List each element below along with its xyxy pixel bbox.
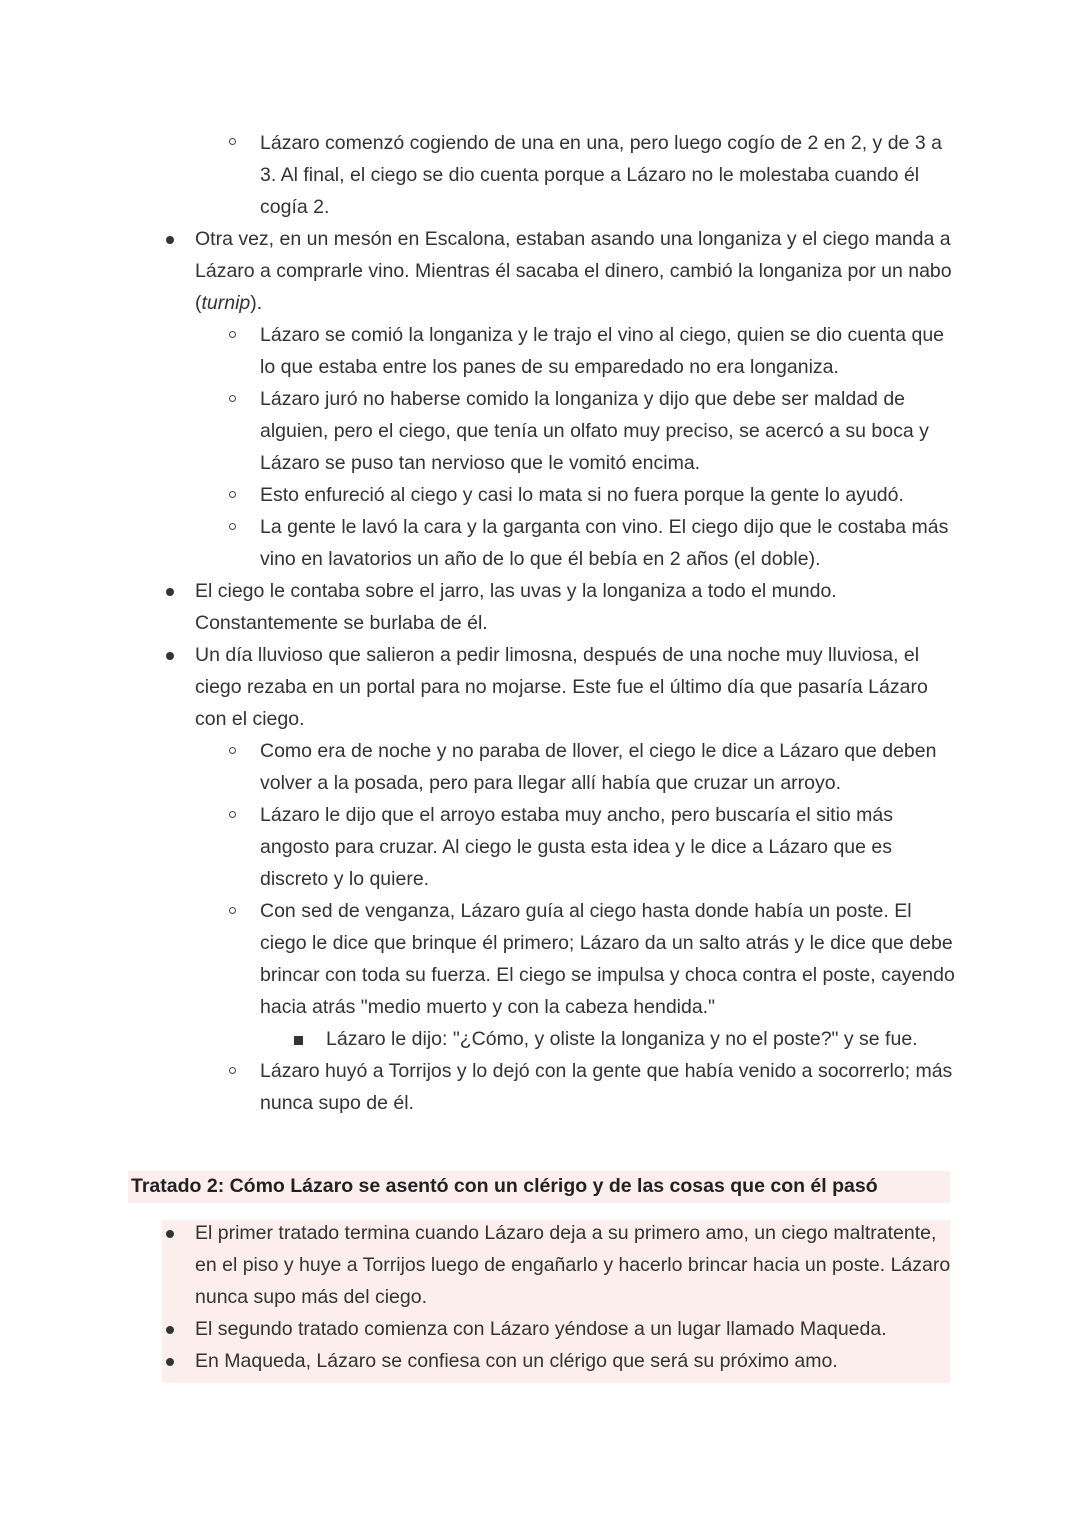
summary-list-item: El segundo tratado comienza con Lázaro yéndose a un lugar llamado Maqueda. <box>195 1318 887 1340</box>
list-item <box>195 223 955 319</box>
list-item: El ciego le contaba sobre el jarro, las uvas y la longaniza a todo el mundo. Constantemente se burlaba de él. <box>195 580 837 634</box>
bullet-icon <box>166 652 174 660</box>
sub-list-item: Lázaro comenzó cogiendo de una en una, pero luego cogío de 2 en 2, y de 3 a 3. Al final, el ciego se dio cuenta porque a Lázaro no le molestaba cuando él cogía 2. <box>260 132 942 218</box>
sub-list-item: Lázaro le dijo que el arroyo estaba muy ancho, pero buscaría el sitio más angosto para cruzar. Al ciego le gusta esta idea y le dice a Lázaro que es discreto y lo quiere. <box>260 804 894 890</box>
list-item: Un día lluvioso que salieron a pedir limosna, después de una noche muy lluviosa, el ciego rezaba en un portal para no mojarse. Este fue el último día que pasaría Lázaro con el ciego. <box>195 644 928 730</box>
circle-bullet-icon <box>229 395 236 402</box>
circle-bullet-icon <box>229 491 236 498</box>
bullet-icon <box>166 588 174 596</box>
square-bullet-icon <box>294 1036 303 1045</box>
list-item-text-after: ). <box>250 292 263 314</box>
list-item-text: Otra vez, en un mesón en Escalona, estaban asando una longaniza y el ciego manda a Lázaro a comprarle vino. Mientras él sacaba el dinero, cambió la longaniza por un nabo ( <box>195 228 952 314</box>
sub-list-item: Lázaro se comió la longaniza y le trajo el vino al ciego, quien se dio cuenta que lo que estaba entre los panes de su emparedado no era longaniza. <box>260 324 945 378</box>
sub-list-item: Como era de noche y no paraba de llover, el ciego le dice a Lázaro que deben volver a la posada, pero para llegar allí había que cruzar un arroyo. <box>260 740 937 794</box>
summary-list-item: El primer tratado termina cuando Lázaro deja a su primero amo, un ciego maltratente, en el piso y huye a Torrijos luego de engañarlo y hacerlo brincar hacia un poste. Lázaro nunca supo más del ciego. <box>195 1222 951 1308</box>
sub-sub-list-item: Lázaro le dijo: "¿Cómo, y oliste la longaniza y no el poste?" y se fue. <box>326 1028 918 1050</box>
sub-list-item: Lázaro huyó a Torrijos y lo dejó con la gente que había venido a socorrerlo; más nunca supo de él. <box>260 1060 953 1114</box>
circle-bullet-icon <box>229 523 236 530</box>
circle-bullet-icon <box>229 138 236 145</box>
summary-list-item: En Maqueda, Lázaro se confiesa con un clérigo que será su próximo amo. <box>195 1350 838 1372</box>
sub-list-item: Esto enfureció al ciego y casi lo mata si no fuera porque la gente lo ayudó. <box>260 484 904 506</box>
sub-list-item: La gente le lavó la cara y la garganta con vino. El ciego dijo que le costaba más vino en lavatorios un año de lo que él bebía en 2 años (el doble). <box>260 516 949 570</box>
bullet-icon <box>166 1230 174 1238</box>
bullet-icon <box>166 1326 174 1334</box>
sub-list-item: Lázaro juró no haberse comido la longaniza y dijo que debe ser maldad de alguien, pero el ciego, que tenía un olfato muy preciso, se acercó a su boca y Lázaro se puso tan nervioso que le vomitó encima. <box>260 388 929 474</box>
sub-list-item: Con sed de venganza, Lázaro guía al ciego hasta donde había un poste. El ciego le dice que brinque él primero; Lázaro da un salto atrás y le dice que debe brincar con toda su fuerza. El ciego se impulsa y choca contra el poste, cayendo hacia atrás "medio muerto y con la cabeza hendida." <box>260 900 955 1018</box>
circle-bullet-icon <box>229 811 236 818</box>
section-heading: Tratado 2: Cómo Lázaro se asentó con un clérigo y de las cosas que con él pasó <box>131 1175 878 1197</box>
circle-bullet-icon <box>229 1067 236 1074</box>
circle-bullet-icon <box>229 331 236 338</box>
bullet-icon <box>166 1358 174 1366</box>
list-item-italic: turnip <box>201 292 251 314</box>
circle-bullet-icon <box>229 907 236 914</box>
circle-bullet-icon <box>229 747 236 754</box>
bullet-icon <box>166 236 174 244</box>
